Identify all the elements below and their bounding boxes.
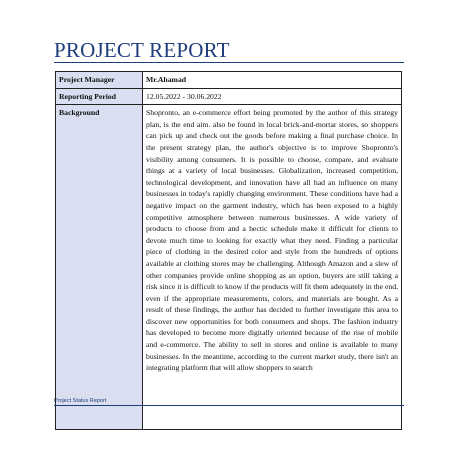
background-text: Shopronto, an e-commerce effort being promoted by the author of this strategy plan, is the end aim. also be found in local brick-and-mortar stores, so shoppers can pick up and check out the goods before making a final purchase choice. In the present strategy plan, the author's objective is to improve Shopronto's visibility among consumers. It is possible to choose, compare, and evaluate things at a variety of local businesses. Globalization, increased competition, technological development, and innovation have all had an influence on many businesses in today's rapidly changing environment. These conditions have had a negative impact on the garment industry, which has been exposed to a highly competitive atmosphere between numerous businesses. A wide variety of products to choose from and a hectic schedule make it difficult for clients to devote much time to looking for exactly what they need. Finding a particular piece of clothing in the desired color and style from the hundreds of options available at clothing stores may be challenging. Although Amazon and a slew of other companies provide online shopping as an option, buyers are still taking a risk since it is difficult to know if the products will fit them adequately in the end, even if the appropriate measurements, colors, and materials are bought. As a result of these findings, the author has decided to further investigate this area to discover new opportunities for both consumers and shops. The fashion industry has developed to become more digitally oriented because of the rise of mobile and e-commerce. The ability to sell in stores and online is available to many businesses. In the meantime, according to the current market study, there isn't an integrating platform that will allow shoppers to search [146,108,398,373]
reporting-period-label: Reporting Period [56,88,143,105]
page-title: PROJECT REPORT [54,38,230,62]
footer-divider [54,405,404,406]
title-divider [54,62,404,63]
background-label: Background [56,105,143,430]
project-manager-value: Mr.Ahamad [143,72,402,89]
footer-text: Project Status Report [54,398,107,404]
report-table [55,71,402,430]
project-manager-label: Project Manager [56,72,143,89]
table-row-reporting-period [56,88,402,105]
background-cell [143,105,402,430]
reporting-period-value: 12.05.2022 - 30.06.2022 [143,88,402,105]
table-row-background [56,105,402,430]
table-row-project-manager [56,72,402,89]
